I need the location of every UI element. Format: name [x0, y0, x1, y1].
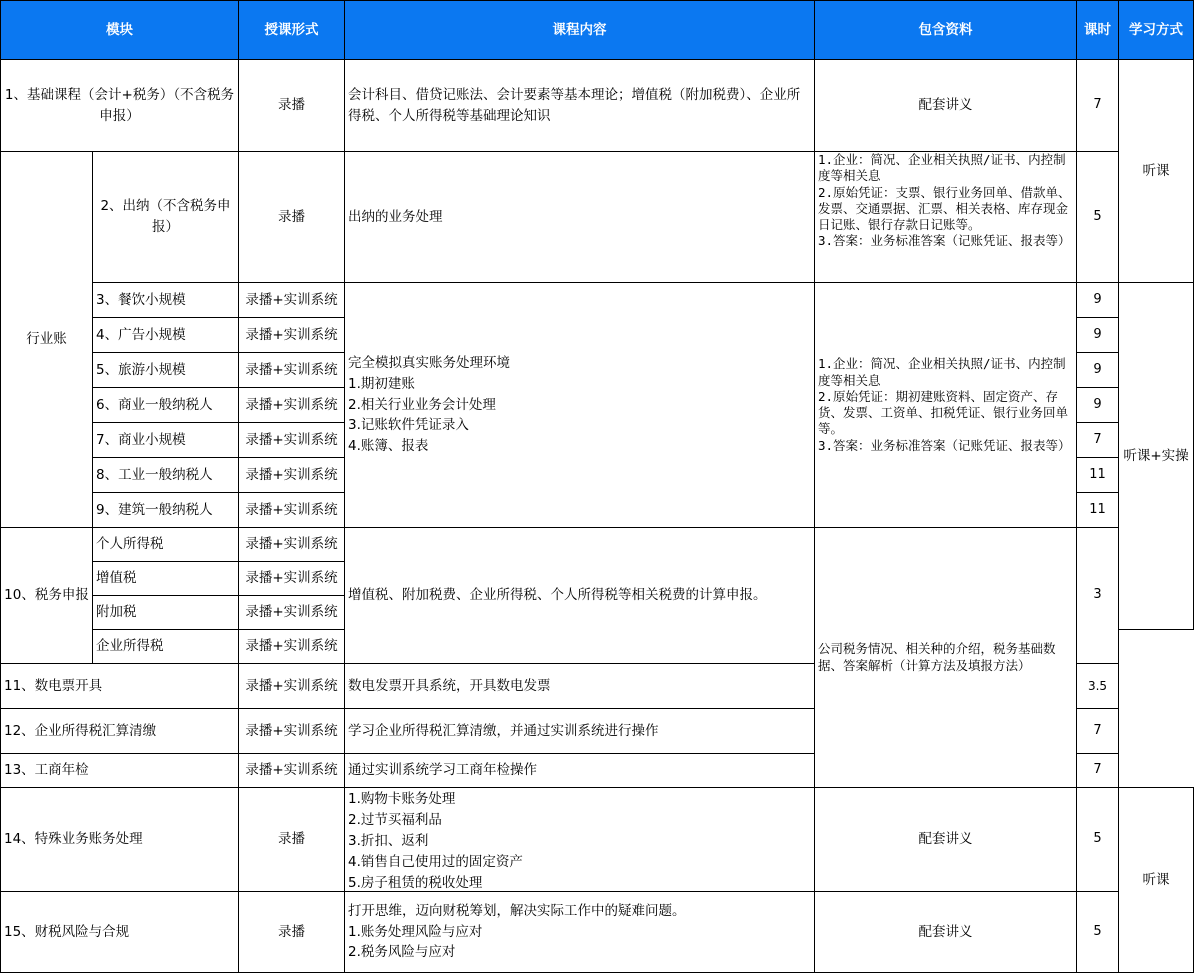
materials-cell: 配套讲义 — [815, 60, 1077, 152]
learning-cell: 听课+实操 — [1119, 283, 1194, 630]
format-cell: 录播+实训系统 — [239, 423, 345, 458]
format-cell: 录播+实训系统 — [239, 754, 345, 788]
materials-line: 2.原始凭证：支票、银行业务回单、借款单、发票、交通票据、汇票、相关表格、库存现金日记账、银行存款日记账等。 — [818, 184, 1071, 232]
format-cell: 录播 — [239, 788, 345, 892]
materials-line: 3.答案：业务标准答案（记账凭证、报表等） — [818, 437, 1071, 453]
module-cell: 7、商业小规模 — [93, 423, 239, 458]
header-row — [1, 1, 1194, 60]
format-cell: 录播+实训系统 — [239, 353, 345, 388]
sub-module-cell: 个人所得税 — [93, 528, 239, 562]
format-cell: 录播+实训系统 — [239, 493, 345, 528]
hours-cell: 7 — [1077, 709, 1119, 754]
hours-cell: 9 — [1077, 388, 1119, 423]
content-line: 1.账务处理风险与应对 — [348, 923, 483, 940]
content-cell: 学习企业所得税汇算清缴，并通过实训系统进行操作 — [345, 709, 815, 754]
module-cell: 1、基础课程（会计+税务）（不含税务申报） — [1, 60, 239, 152]
module-cell: 15、财税风险与合规 — [1, 892, 239, 973]
header-materials: 包含资料 — [815, 1, 1077, 60]
materials-line: 1.企业：简况、企业相关执照/证书、内控制度等相关息 — [818, 152, 1066, 184]
format-cell: 录播+实训系统 — [239, 318, 345, 353]
module-cell: 10、税务申报 — [1, 528, 93, 664]
hours-cell: 7 — [1077, 60, 1119, 152]
hours-cell: 7 — [1077, 754, 1119, 788]
hours-cell: 9 — [1077, 283, 1119, 318]
table-row — [1, 283, 1194, 318]
hours-cell: 11 — [1077, 458, 1119, 493]
table-row — [1, 60, 1194, 152]
format-cell: 录播+实训系统 — [239, 528, 345, 562]
module-cell: 14、特殊业务账务处理 — [1, 788, 239, 892]
format-cell: 录播+实训系统 — [239, 388, 345, 423]
sub-module-cell: 附加税 — [93, 596, 239, 630]
materials-line: 2.原始凭证：期初建账资料、固定资产、存货、发票、工资单、扣税凭证、银行业务回单等。 — [818, 388, 1069, 437]
module-cell: 12、企业所得税汇算清缴 — [1, 709, 239, 754]
learning-cell: 听课 — [1119, 788, 1194, 973]
content-cell: 通过实训系统学习工商年检操作 — [345, 754, 815, 788]
content-line: 完全模拟真实账务处理环境 — [348, 354, 510, 371]
content-line: 打开思维，迈向财税筹划，解决实际工作中的疑难问题。 — [348, 902, 686, 919]
content-cell — [345, 892, 815, 973]
format-cell: 录播 — [239, 60, 345, 152]
format-cell: 录播+实训系统 — [239, 664, 345, 709]
materials-line: 3.答案：业务标准答案（记账凭证、报表等） — [818, 233, 1071, 249]
format-cell: 录播+实训系统 — [239, 562, 345, 596]
module-cell: 11、数电票开具 — [1, 664, 239, 709]
hours-cell: 11 — [1077, 493, 1119, 528]
content-line: 1.期初建账 — [348, 375, 415, 392]
format-cell: 录播+实训系统 — [239, 709, 345, 754]
content-line: 3.记账软件凭证录入 — [348, 417, 469, 434]
industry-content-cell — [345, 283, 815, 528]
header-content: 课程内容 — [345, 1, 815, 60]
hours-cell: 5 — [1077, 788, 1119, 892]
table-row — [1, 528, 1194, 562]
hours-cell: 5 — [1077, 152, 1119, 283]
content-cell: 会计科目、借贷记账法、会计要素等基本理论；增值税（附加税费）、企业所得税、个人所得税等基础理论知识 — [345, 60, 815, 152]
content-line: 4.账簿、报表 — [348, 438, 429, 455]
content-line: 5.房子租赁的税收处理 — [348, 874, 483, 889]
content-line: 4.销售自己使用过的固定资产 — [348, 853, 523, 870]
learning-cell: 听课 — [1119, 60, 1194, 283]
module-cell: 2、出纳（不含税务申报） — [93, 152, 239, 283]
materials-cell: 配套讲义 — [815, 892, 1077, 973]
tax-materials-cell: 公司税务情况、相关种的介绍，税务基础数据、答案解析（计算方法及填报方法） — [815, 528, 1077, 788]
content-line: 3.折扣、返利 — [348, 832, 429, 849]
content-line: 2.过节买福利品 — [348, 811, 442, 828]
header-hours: 课时 — [1077, 1, 1119, 60]
module-cell: 3、餐饮小规模 — [93, 283, 239, 318]
content-line: 2.相关行业业务会计处理 — [348, 396, 496, 413]
hours-cell: 5 — [1077, 892, 1119, 973]
content-cell: 增值税、附加税费、企业所得税、个人所得税等相关税费的计算申报。 — [345, 528, 815, 664]
module-cell: 5、旅游小规模 — [93, 353, 239, 388]
table-row — [1, 788, 1194, 892]
format-cell: 录播+实训系统 — [239, 630, 345, 664]
header-learning: 学习方式 — [1119, 1, 1194, 60]
module-cell: 4、广告小规模 — [93, 318, 239, 353]
hours-cell: 3.5 — [1077, 664, 1119, 709]
hours-cell: 3 — [1077, 528, 1119, 664]
module-cell: 13、工商年检 — [1, 754, 239, 788]
content-cell: 数电发票开具系统，开具数电发票 — [345, 664, 815, 709]
sub-module-cell: 增值税 — [93, 562, 239, 596]
table-row — [1, 892, 1194, 973]
header-format: 授课形式 — [239, 1, 345, 60]
format-cell: 录播+实训系统 — [239, 283, 345, 318]
content-line: 2.税务风险与应对 — [348, 944, 456, 961]
materials-cell: 配套讲义 — [815, 788, 1077, 892]
format-cell: 录播 — [239, 152, 345, 283]
hours-cell: 9 — [1077, 353, 1119, 388]
table-row — [1, 152, 1194, 283]
module-cell: 9、建筑一般纳税人 — [93, 493, 239, 528]
content-cell — [345, 788, 815, 892]
content-line: 1.购物卡账务处理 — [348, 791, 456, 807]
module-cell: 8、工业一般纳税人 — [93, 458, 239, 493]
content-cell: 出纳的业务处理 — [345, 152, 815, 283]
module-cell: 6、商业一般纳税人 — [93, 388, 239, 423]
industry-label: 行业账 — [1, 152, 93, 528]
materials-cell — [815, 152, 1077, 283]
format-cell: 录播+实训系统 — [239, 596, 345, 630]
sub-module-cell: 企业所得税 — [93, 630, 239, 664]
materials-line: 1.企业：简况、企业相关执照/证书、内控制度等相关息 — [818, 356, 1066, 388]
format-cell: 录播 — [239, 892, 345, 973]
industry-materials-cell — [815, 283, 1077, 528]
format-cell: 录播+实训系统 — [239, 458, 345, 493]
hours-cell: 7 — [1077, 423, 1119, 458]
hours-cell: 9 — [1077, 318, 1119, 353]
header-module: 模块 — [1, 1, 239, 60]
